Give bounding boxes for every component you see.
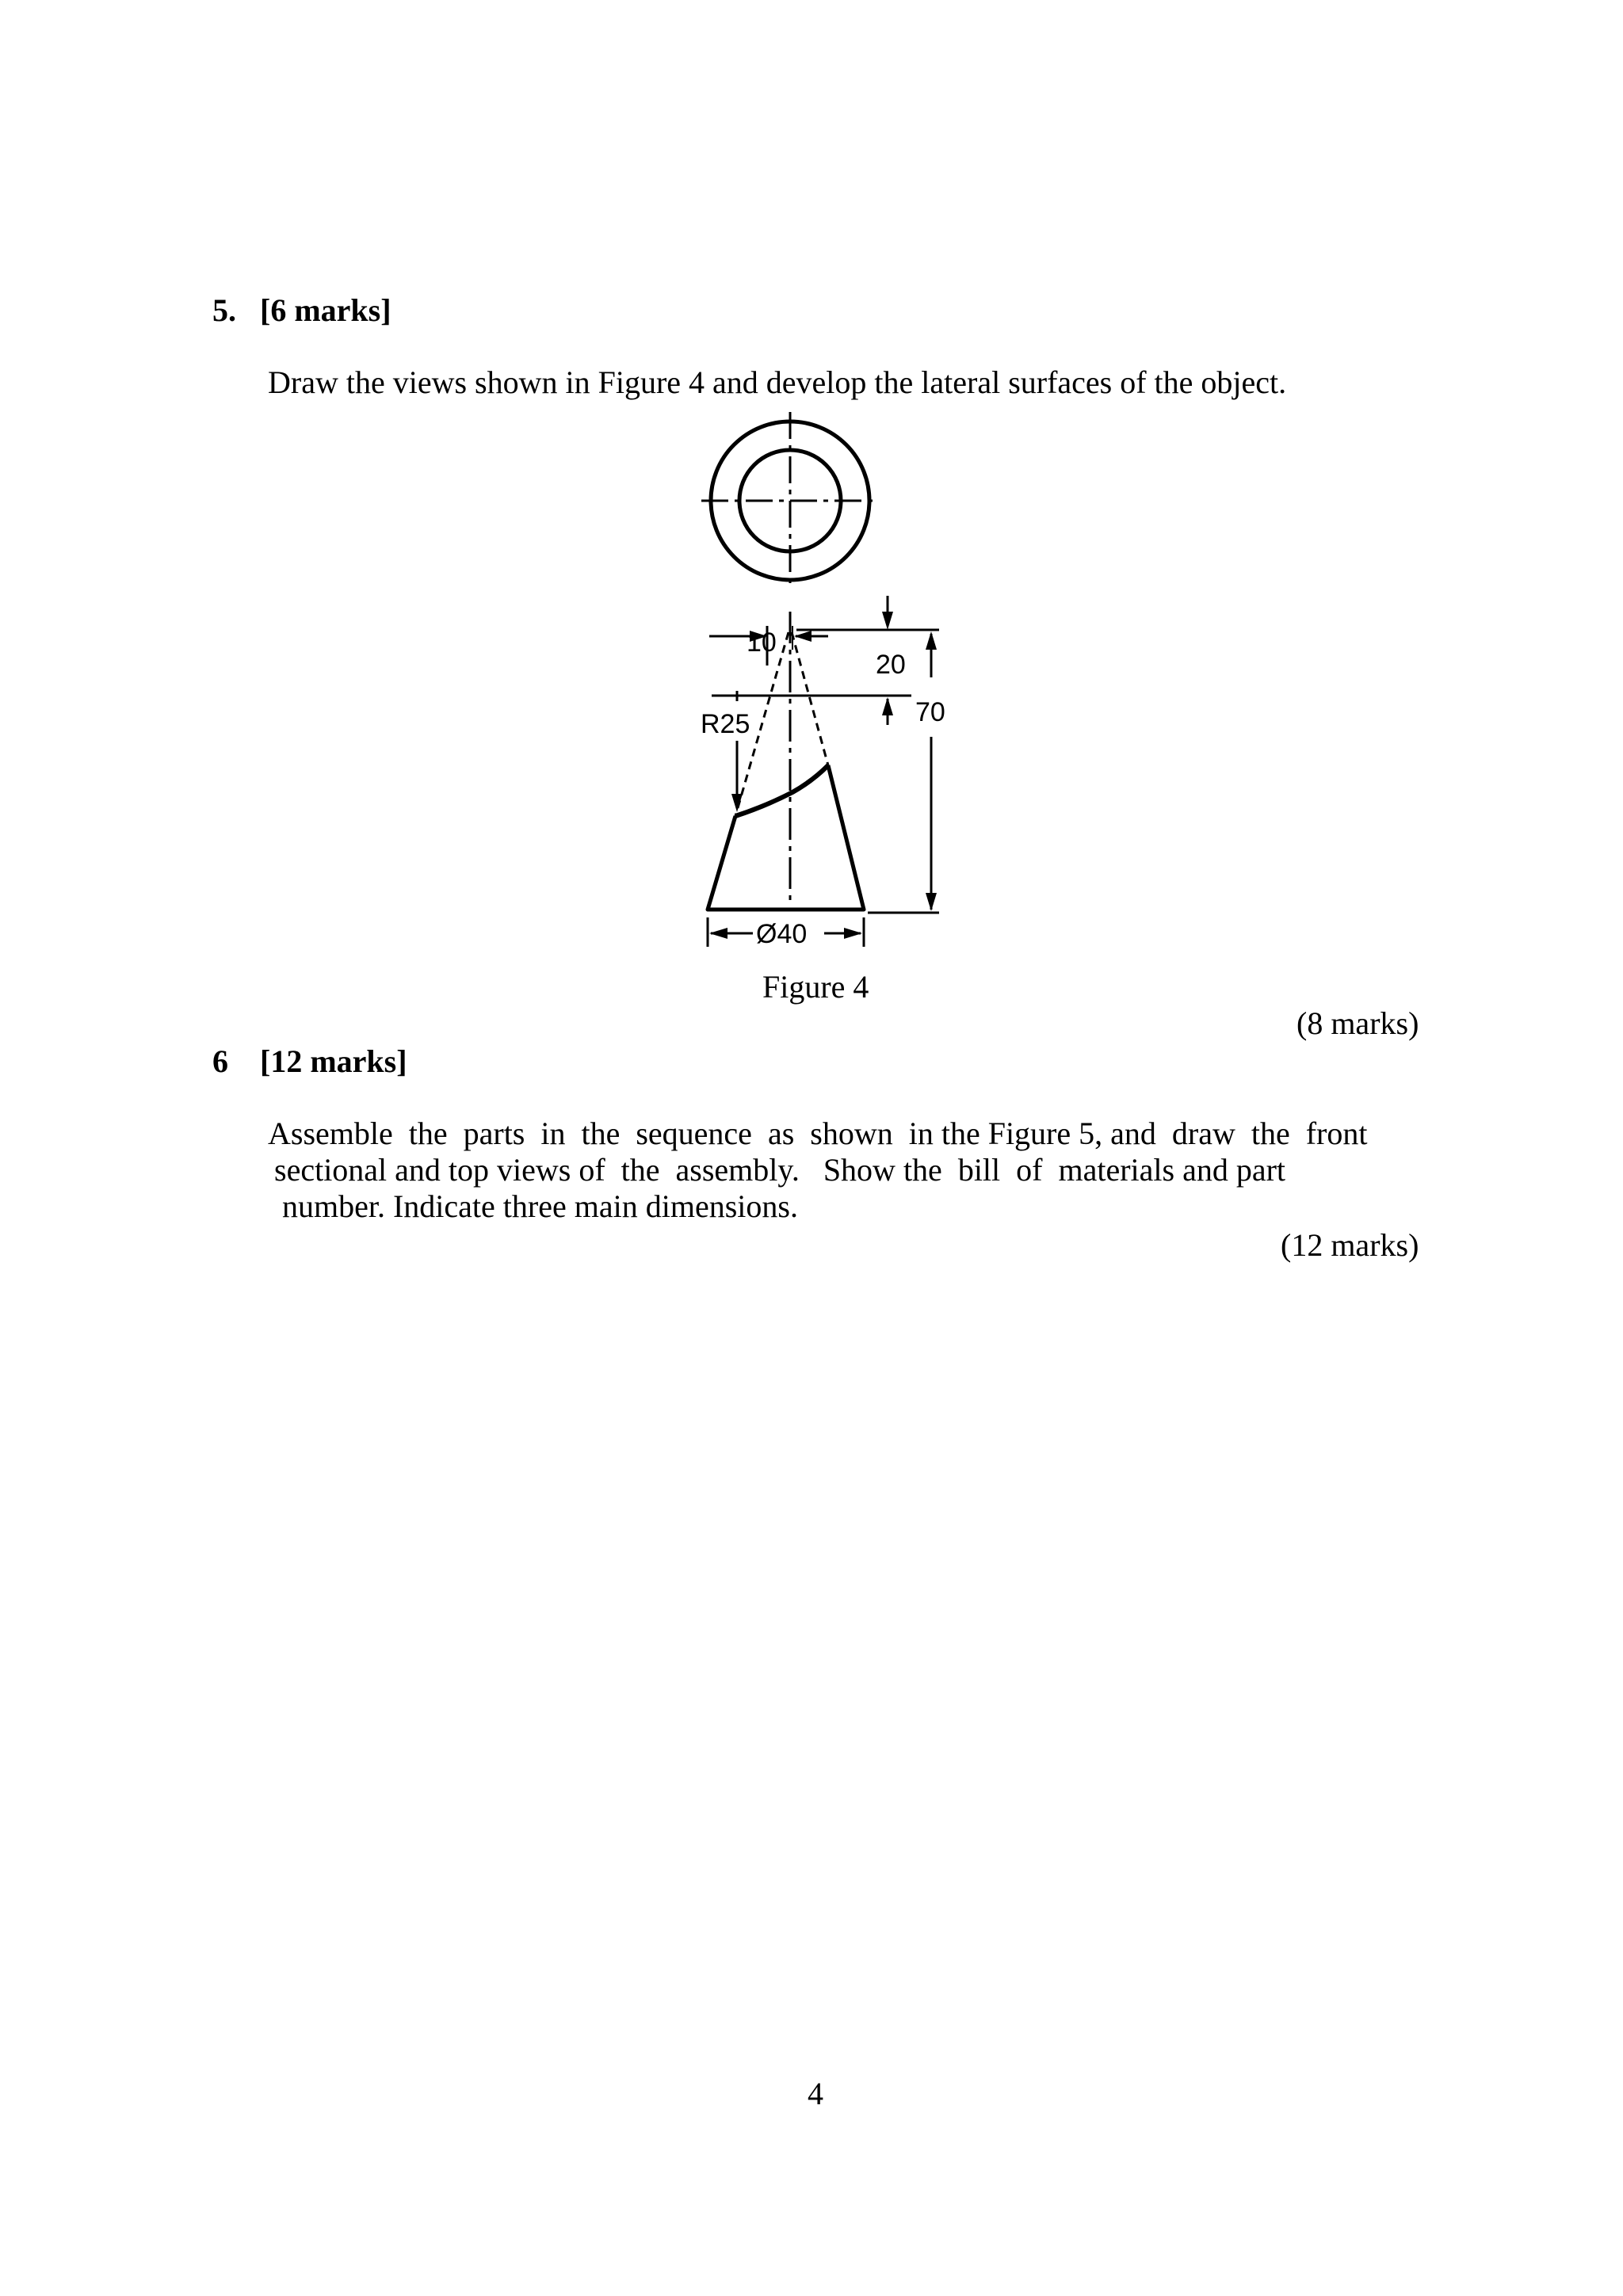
cone-hidden-right (792, 632, 828, 765)
question-5-instruction: Draw the views shown in Figure 4 and develop the lateral surfaces of the object. (268, 364, 1287, 400)
dia40-arrow-left (709, 928, 727, 939)
dim70-arrow-top (926, 631, 937, 650)
question-6-line-2: sectional and top views of the assembly. Show the bill of materials and part (274, 1152, 1286, 1188)
question-5-marks-heading: [6 marks] (260, 292, 391, 328)
cut-arc-r25 (735, 765, 828, 816)
figure-4-caption: Figure 4 (762, 969, 869, 1005)
question-5-marks: (8 marks) (1296, 1005, 1419, 1041)
dim10-arrow-right (794, 631, 812, 642)
dim20-label: 20 (876, 650, 906, 680)
frustum-outline (708, 765, 864, 910)
question-6-number: 6 (212, 1043, 228, 1079)
question-6-marks: (12 marks) (1281, 1227, 1419, 1263)
question-6-line-1: Assemble the parts in the sequence as shown in the Figure 5, and draw the front (268, 1116, 1368, 1151)
dim20-arrow-top (882, 612, 893, 630)
question-6-line-3: number. Indicate three main dimensions. (282, 1188, 798, 1224)
dia40-label: Ø40 (756, 919, 808, 949)
r25-arrow (731, 794, 743, 812)
dim10-label: 10 (747, 627, 777, 658)
question-6-marks-heading: [12 marks] (260, 1043, 407, 1079)
figure-4-drawing (0, 0, 1623, 982)
dim20-arrow-bottom (882, 697, 893, 715)
page-number: 4 (808, 2076, 823, 2111)
r25-label: R25 (701, 709, 750, 739)
dia40-arrow-right (844, 928, 862, 939)
dim70-label: 70 (915, 697, 945, 727)
question-5-number: 5. (212, 292, 236, 328)
dim70-arrow-bottom (926, 893, 937, 911)
